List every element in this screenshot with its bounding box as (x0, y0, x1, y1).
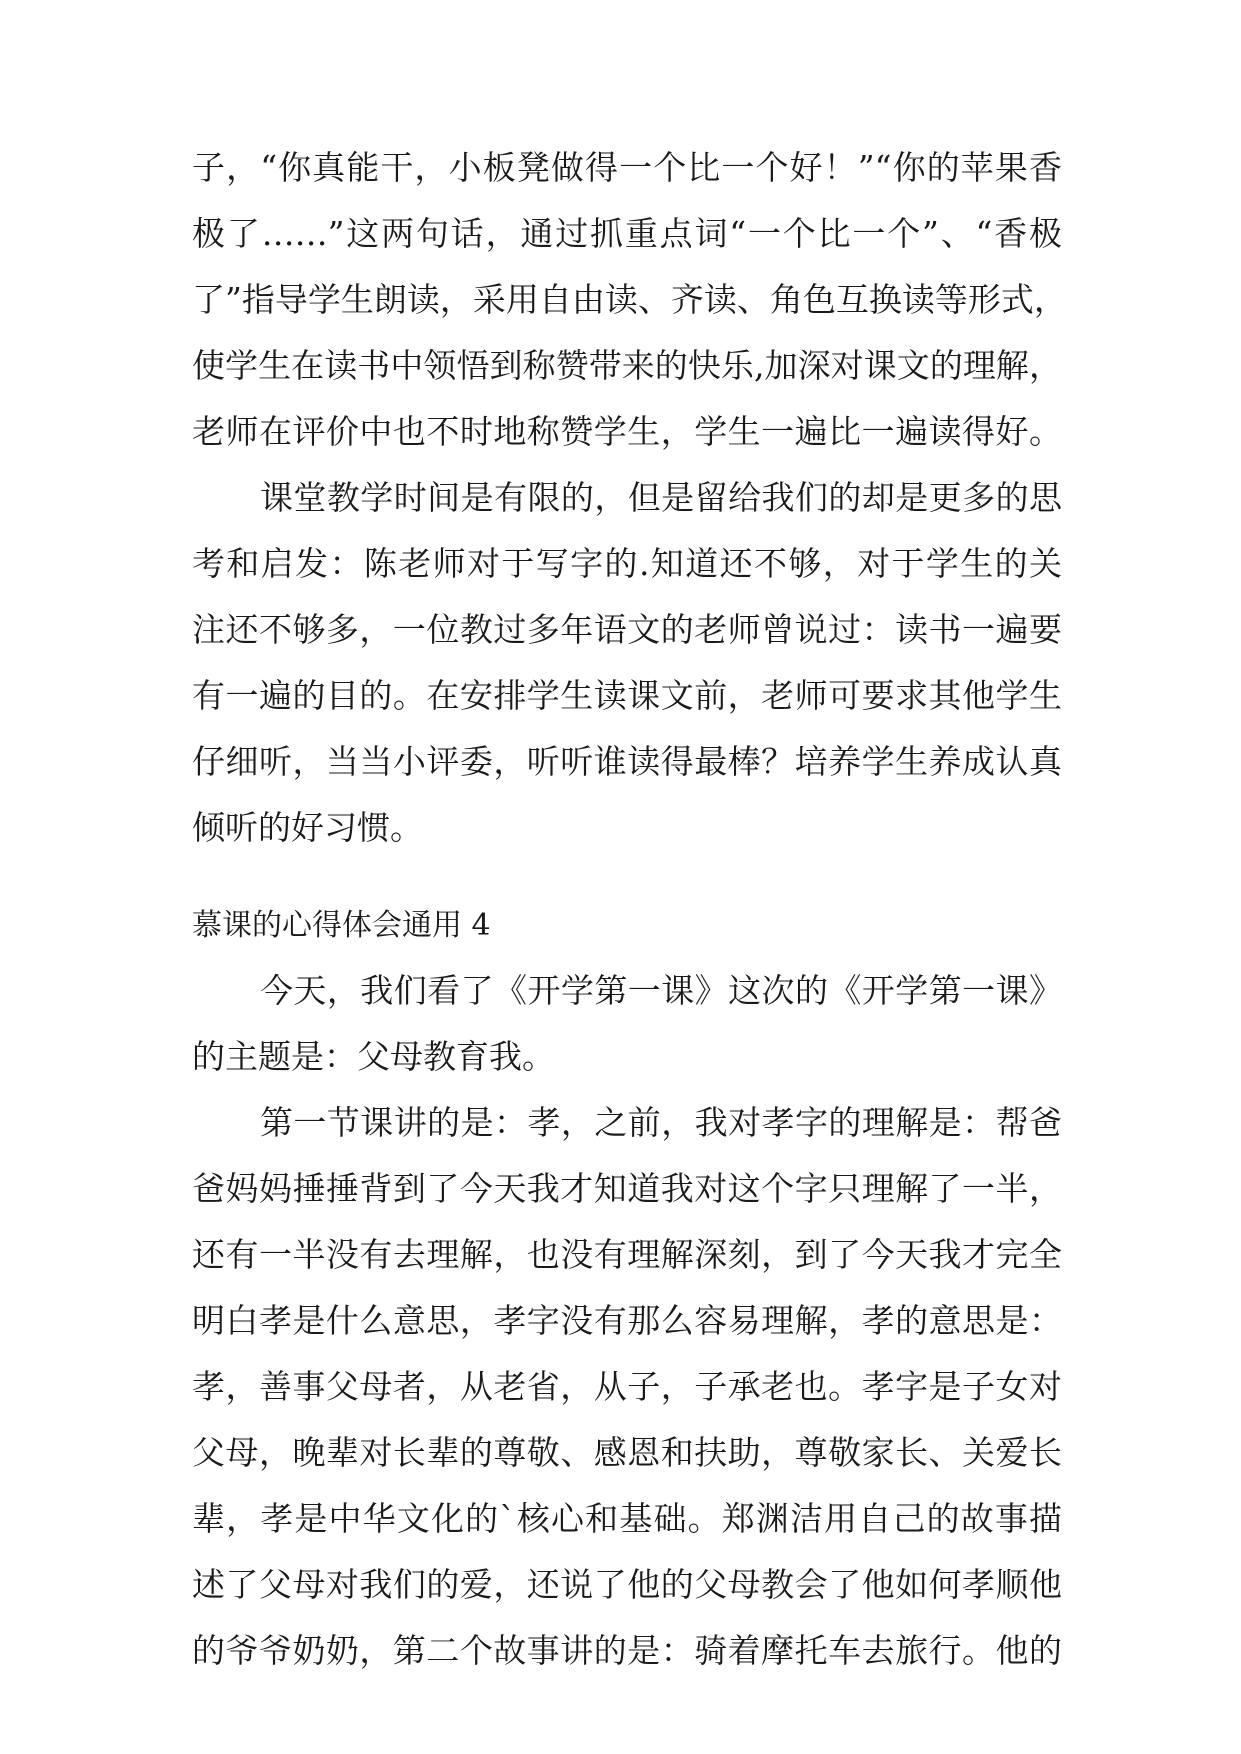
paragraph-line: 极了……”这两句话，通过抓重点词“一个比一个”、“香极 (192, 214, 1062, 253)
paragraph-line: 老师在评价中也不时地称赞学生，学生一遍比一遍读得好。 (192, 412, 1062, 451)
paragraph-line: 子，“你真能干，小板凳做得一个比一个好！”“你的苹果香 (192, 148, 1062, 187)
paragraph-line: 倾听的好习惯。 (192, 808, 423, 847)
paragraph-line: 爸妈妈捶捶背到了今天我才知道我对这个字只理解了一半， (192, 1169, 1062, 1208)
paragraph-line: 仔细听，当当小评委，听听谁读得最棒？培养学生养成认真 (192, 742, 1062, 781)
section-heading: 慕课的心得体会通用 4 (192, 908, 491, 943)
paragraph-line: 明白孝是什么意思，孝字没有那么容易理解，孝的意思是： (192, 1301, 1062, 1340)
paragraph-line: 使学生在读书中领悟到称赞带来的快乐,加深对课文的理解， (192, 346, 1062, 385)
paragraph-line: 注还不够多，一位教过多年语文的老师曾说过：读书一遍要 (192, 610, 1062, 649)
paragraph-line: 今天，我们看了《开学第一课》这次的《开学第一课》 (260, 971, 1062, 1010)
paragraph-line: 考和启发：陈老师对于写字的.知道还不够，对于学生的关 (192, 544, 1062, 583)
paragraph-line: 的主题是：父母教育我。 (192, 1037, 555, 1076)
paragraph-line: 述了父母对我们的爱，还说了他的父母教会了他如何孝顺他 (192, 1565, 1062, 1604)
paragraph-line: 还有一半没有去理解，也没有理解深刻，到了今天我才完全 (192, 1235, 1062, 1274)
paragraph-line: 有一遍的目的。在安排学生读课文前，老师可要求其他学生 (192, 676, 1062, 715)
paragraph-line: 第一节课讲的是：孝，之前，我对孝字的理解是：帮爸 (260, 1103, 1062, 1142)
paragraph-line: 了”指导学生朗读，采用自由读、齐读、角色互换读等形式， (192, 280, 1067, 319)
paragraph-line: 课堂教学时间是有限的，但是留给我们的却是更多的思 (260, 478, 1062, 517)
paragraph-line: 辈，孝是中华文化的`核心和基础。郑渊洁用自己的故事描 (192, 1499, 1062, 1538)
paragraph-line: 孝，善事父母者，从老省，从子，子承老也。孝字是子女对 (192, 1367, 1062, 1406)
paragraph-line: 的爷爷奶奶，第二个故事讲的是：骑着摩托车去旅行。他的 (192, 1631, 1062, 1670)
paragraph-line: 父母，晚辈对长辈的尊敬、感恩和扶助，尊敬家长、关爱长 (192, 1433, 1062, 1472)
